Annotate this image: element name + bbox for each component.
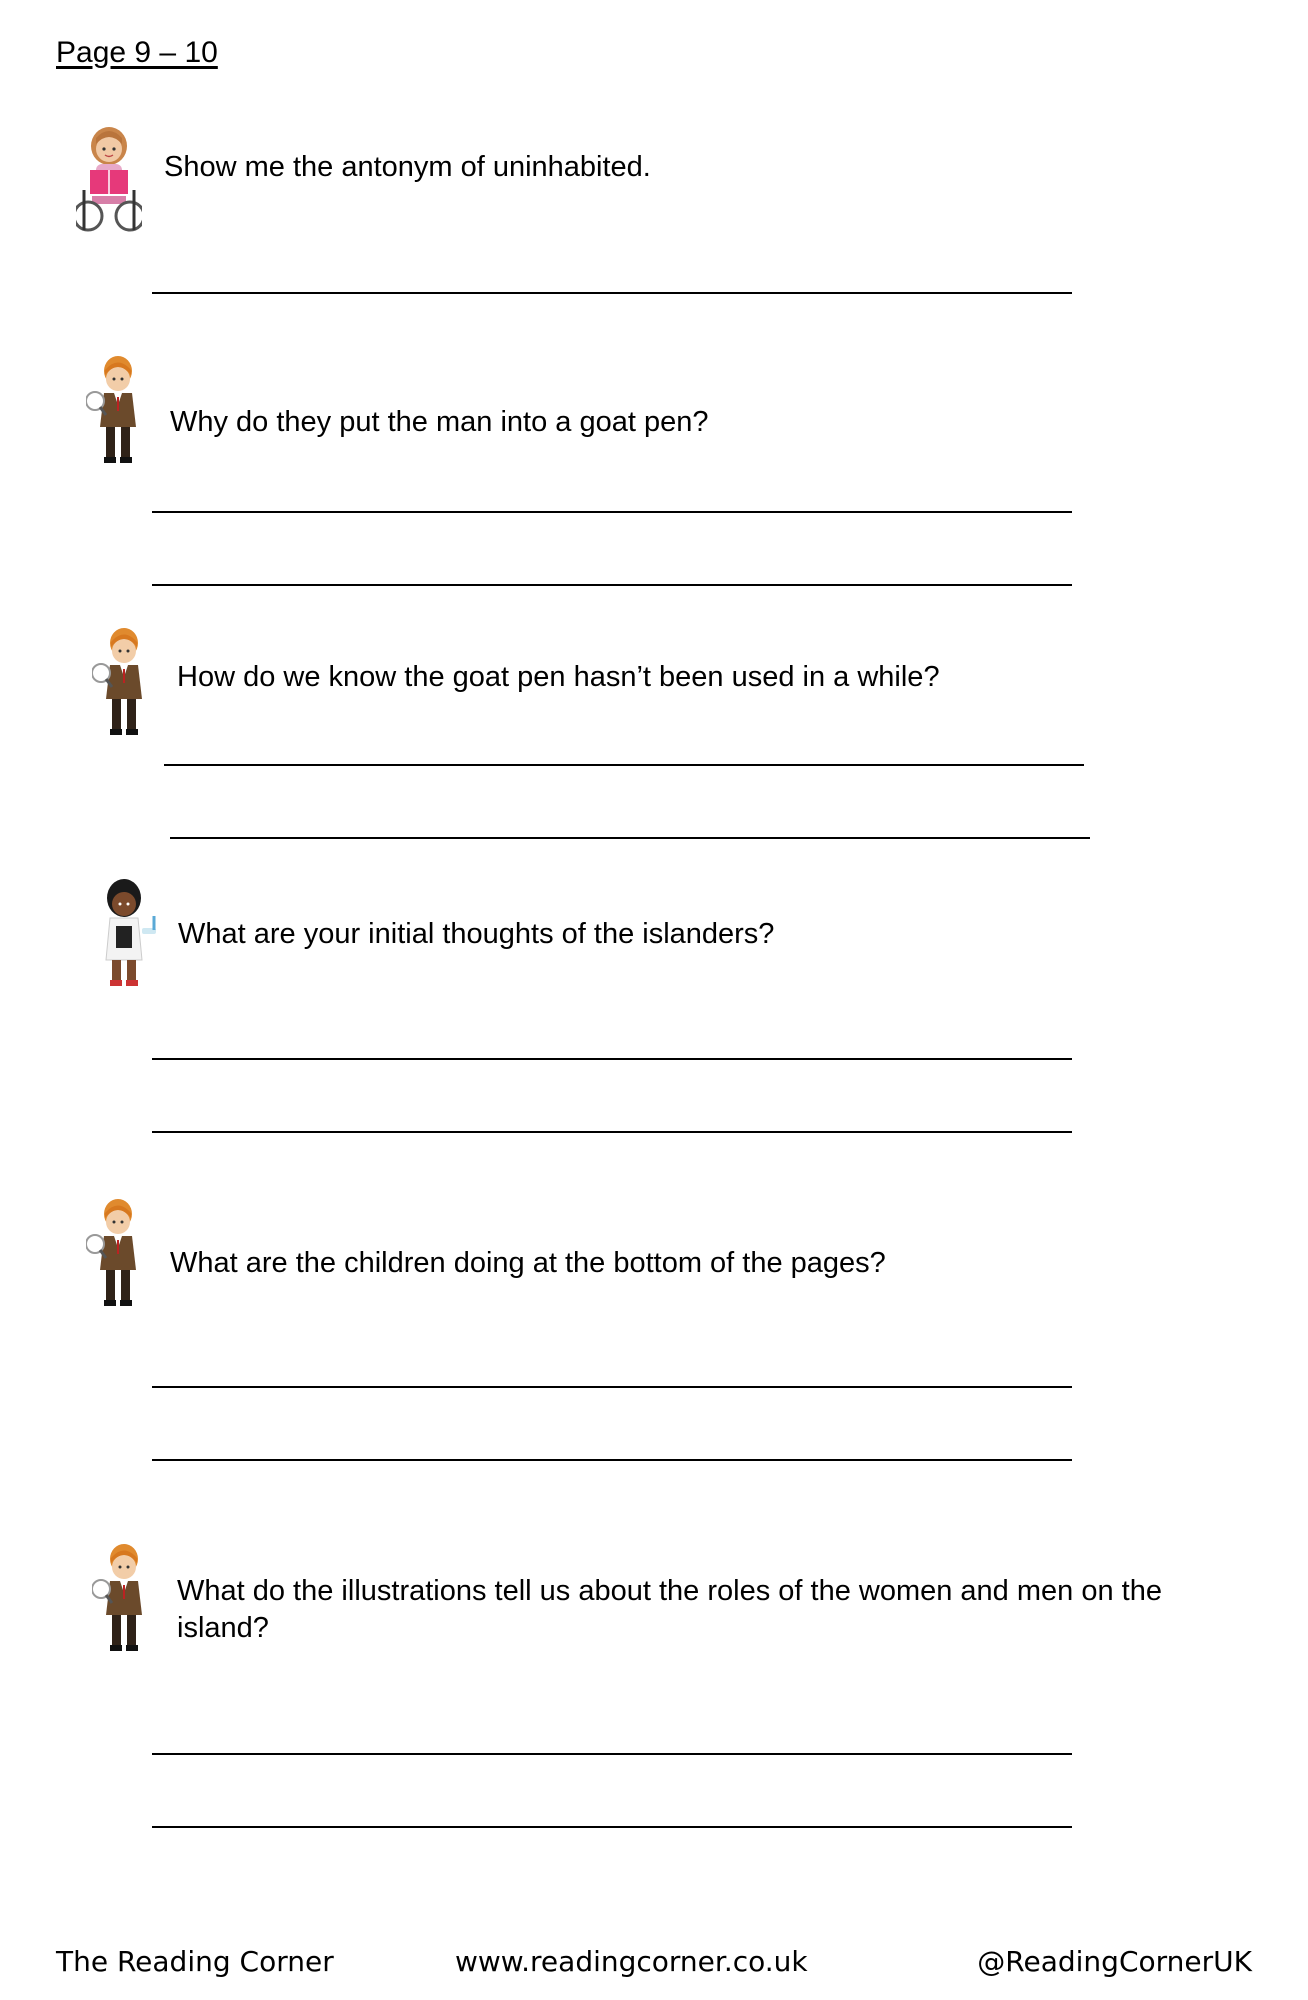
detective-icon xyxy=(92,1543,154,1655)
answer-line[interactable] xyxy=(170,837,1090,839)
answer-line[interactable] xyxy=(152,584,1072,586)
question-6-text: What do the illustrations tell us about the roles of the women and men on the island? xyxy=(177,1575,1162,1644)
question-1-text: Show me the antonym of uninhabited. xyxy=(164,151,651,183)
scientist-icon xyxy=(96,878,166,990)
answer-line[interactable] xyxy=(152,1058,1072,1060)
question-4-text: What are your initial thoughts of the islanders? xyxy=(178,918,775,950)
answer-line[interactable] xyxy=(152,1753,1072,1755)
footer-brand: The Reading Corner xyxy=(56,1945,334,1978)
answer-line[interactable] xyxy=(152,1386,1072,1388)
page-title: Page 9 – 10 xyxy=(56,36,218,69)
detective-icon xyxy=(86,355,148,467)
footer-handle[interactable]: @ReadingCornerUK xyxy=(977,1945,1252,1978)
answer-line[interactable] xyxy=(152,511,1072,513)
question-2-text: Why do they put the man into a goat pen? xyxy=(170,406,709,438)
question-3-text: How do we know the goat pen hasn’t been used in a while? xyxy=(177,661,940,693)
answer-line[interactable] xyxy=(152,292,1072,294)
answer-line[interactable] xyxy=(152,1459,1072,1461)
question-5-text: What are the children doing at the bottom of the pages? xyxy=(170,1247,886,1279)
detective-icon xyxy=(92,627,154,739)
answer-line[interactable] xyxy=(164,764,1084,766)
answer-line[interactable] xyxy=(152,1826,1072,1828)
footer-website[interactable]: www.readingcorner.co.uk xyxy=(455,1945,808,1978)
answer-line[interactable] xyxy=(152,1131,1072,1133)
detective-icon xyxy=(86,1198,148,1310)
reader-wheelchair-icon xyxy=(76,124,142,232)
